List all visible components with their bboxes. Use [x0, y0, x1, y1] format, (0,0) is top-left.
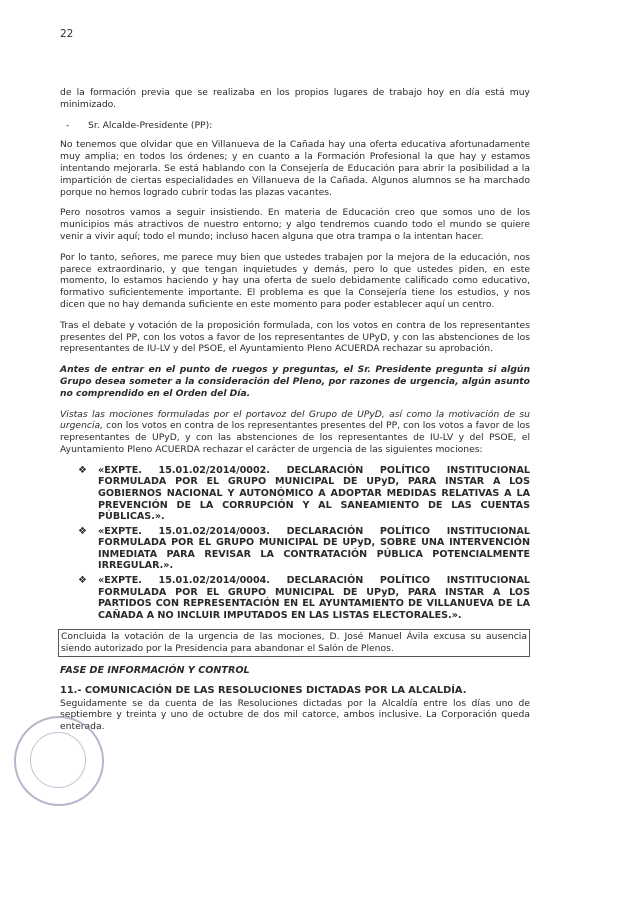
paragraph-5: Tras el debate y votación de la proposición formulada, con los votos en contra de los representantes presentes del PP, con los votos a favor de los representantes de UPyD, y con las abstenciones de los representantes de IU-LV y del PSOE, el Ayuntamiento Pleno ACUERDA rechazar su aprobación.	[60, 319, 530, 355]
paragraph-6-urgency-question: Antes de entrar en el punto de ruegos y preguntas, el Sr. Presidente pregunta si algún Grupo desea someter a la consideración del Pleno, por razones de urgencia, algún asunto no comprendido en el Orden del Día.	[60, 364, 530, 399]
item-text: Seguidamente se da cuenta de las Resoluciones dictadas por la Alcaldía entre los días uno de septiembre y treinta y uno de octubre de dos mil catorce, ambos inclusive. La Corporación queda enterada.	[60, 697, 530, 733]
speaker-line	[60, 120, 530, 132]
motion-text: «EXPTE. 15.01.02/2014/0004. DECLARACIÓN POLÍTICO INSTITUCIONAL FORMULADA POR EL GRUPO MUNICIPAL DE UPyD, PARA INSTAR A LOS PARTIDOS CON REPRESENTACIÓN EN EL AYUNTAMIENTO DE VILLANUEVA DE LA CAÑADA A NO INCLUIR IMPUTADOS EN LAS LISTAS ELECTORALES.».	[98, 575, 530, 621]
paragraph-7	[60, 409, 530, 456]
absence-note-box: Concluida la votación de la urgencia de las mociones, D. José Manuel Ávila excusa su ausencia siendo autorizado por la Presidencia para abandonar el Salón de Plenos.	[58, 629, 530, 657]
motion-text: «EXPTE. 15.01.02/2014/0003. DECLARACIÓN POLÍTICO INSTITUCIONAL FORMULADA POR EL GRUPO MUNICIPAL DE UPyD, SOBRE UNA INTERVENCIÓN INMEDIATA PARA REVISAR LA CONTRATACIÓN PÚBLICA POTENCIALMENTE IRREGULAR.».	[98, 525, 530, 572]
motions-list	[78, 465, 530, 622]
seal-stamp-icon	[14, 716, 104, 806]
paragraph-4: Por lo tanto, señores, me parece muy bien que ustedes trabajen por la mejora de la educación, nos parece extraordinario, y que tengan inquietudes y demás, pero lo que ustedes piden, en este momento, lo estamos haciendo y hay una oferta de suelo debidamente calificado como educativo, formativo suficientemente importante. El problema es que la Consejería tiene los estudios, y nos dicen que no hay demanda suficiente en este momento para poder establecer aquí un centro.	[60, 251, 530, 310]
paragraph-7-italic: Vistas las mociones formuladas por el portavoz del Grupo de UPyD, así como la motivación de su urgencia,	[60, 408, 530, 432]
paragraph-7-rest: con los votos en contra de los representantes presentes del PP, con los votos a favor de los representantes de UPyD, y con las abstenciones de los representantes de IU-LV y del PSOE, el Ayuntamiento Pleno ACUERDA rechazar el carácter de urgencia de las siguientes mociones:	[60, 420, 530, 455]
seal-inner-ring	[30, 732, 86, 788]
diamond-bullet-icon: ❖	[78, 575, 87, 587]
item-title: 11.- COMUNICACIÓN DE LAS RESOLUCIONES DICTADAS POR LA ALCALDÍA.	[60, 684, 467, 696]
diamond-bullet-icon: ❖	[78, 525, 87, 537]
document-body	[60, 87, 530, 742]
diamond-bullet-icon: ❖	[78, 464, 87, 476]
paragraph-1: de la formación previa que se realizaba en los propios lugares de trabajo hoy en día está muy minimizado.	[60, 87, 530, 110]
speaker-dash: -	[66, 119, 70, 131]
motion-text: «EXPTE. 15.01.02/2014/0002. DECLARACIÓN POLÍTICO INSTITUCIONAL FORMULADA POR EL GRUPO MUNICIPAL DE UPyD, PARA INSTAR A LOS GOBIERNOS NACIONAL Y AUTONÓMICO A ADOPTAR MEDIDAS RELATIVAS A LA PREVENCIÓN DE LA CORRUPCIÓN Y AL SANEAMIENTO DE LAS CUENTAS PÚBLICAS.».	[98, 464, 530, 523]
motion-item	[78, 575, 530, 621]
motion-item	[78, 526, 530, 572]
page-number: 22	[60, 28, 74, 40]
paragraph-3: Pero nosotros vamos a seguir insistiendo. En materia de Educación creo que somos uno de los municipios más atractivos de nuestro entorno; y algo tendremos cuando todo el mundo se quiere venir a vivir aquí; todo el mundo; incluso hacen alguna que otra trampa o la intentan hacer.	[60, 207, 530, 242]
speaker-name: Sr. Alcalde-Presidente (PP):	[88, 119, 213, 131]
paragraph-2: No tenemos que olvidar que en Villanueva de la Cañada hay una oferta educativa afortunadamente muy amplia; en todos los órdenes; y en cuanto a la Formación Profesional la que hay y estamos intentando mejorarla. Se está hablando con la Consejería de Educación para abrir la posibilidad a la impartición de ciertas especialidades en Villanueva de la Cañada. Algunos alumnos se ha marchado porque no hemos logrado cubrir todas las plazas vacantes.	[60, 139, 530, 198]
motion-item	[78, 465, 530, 523]
section-title: FASE DE INFORMACIÓN Y CONTROL	[60, 665, 250, 677]
